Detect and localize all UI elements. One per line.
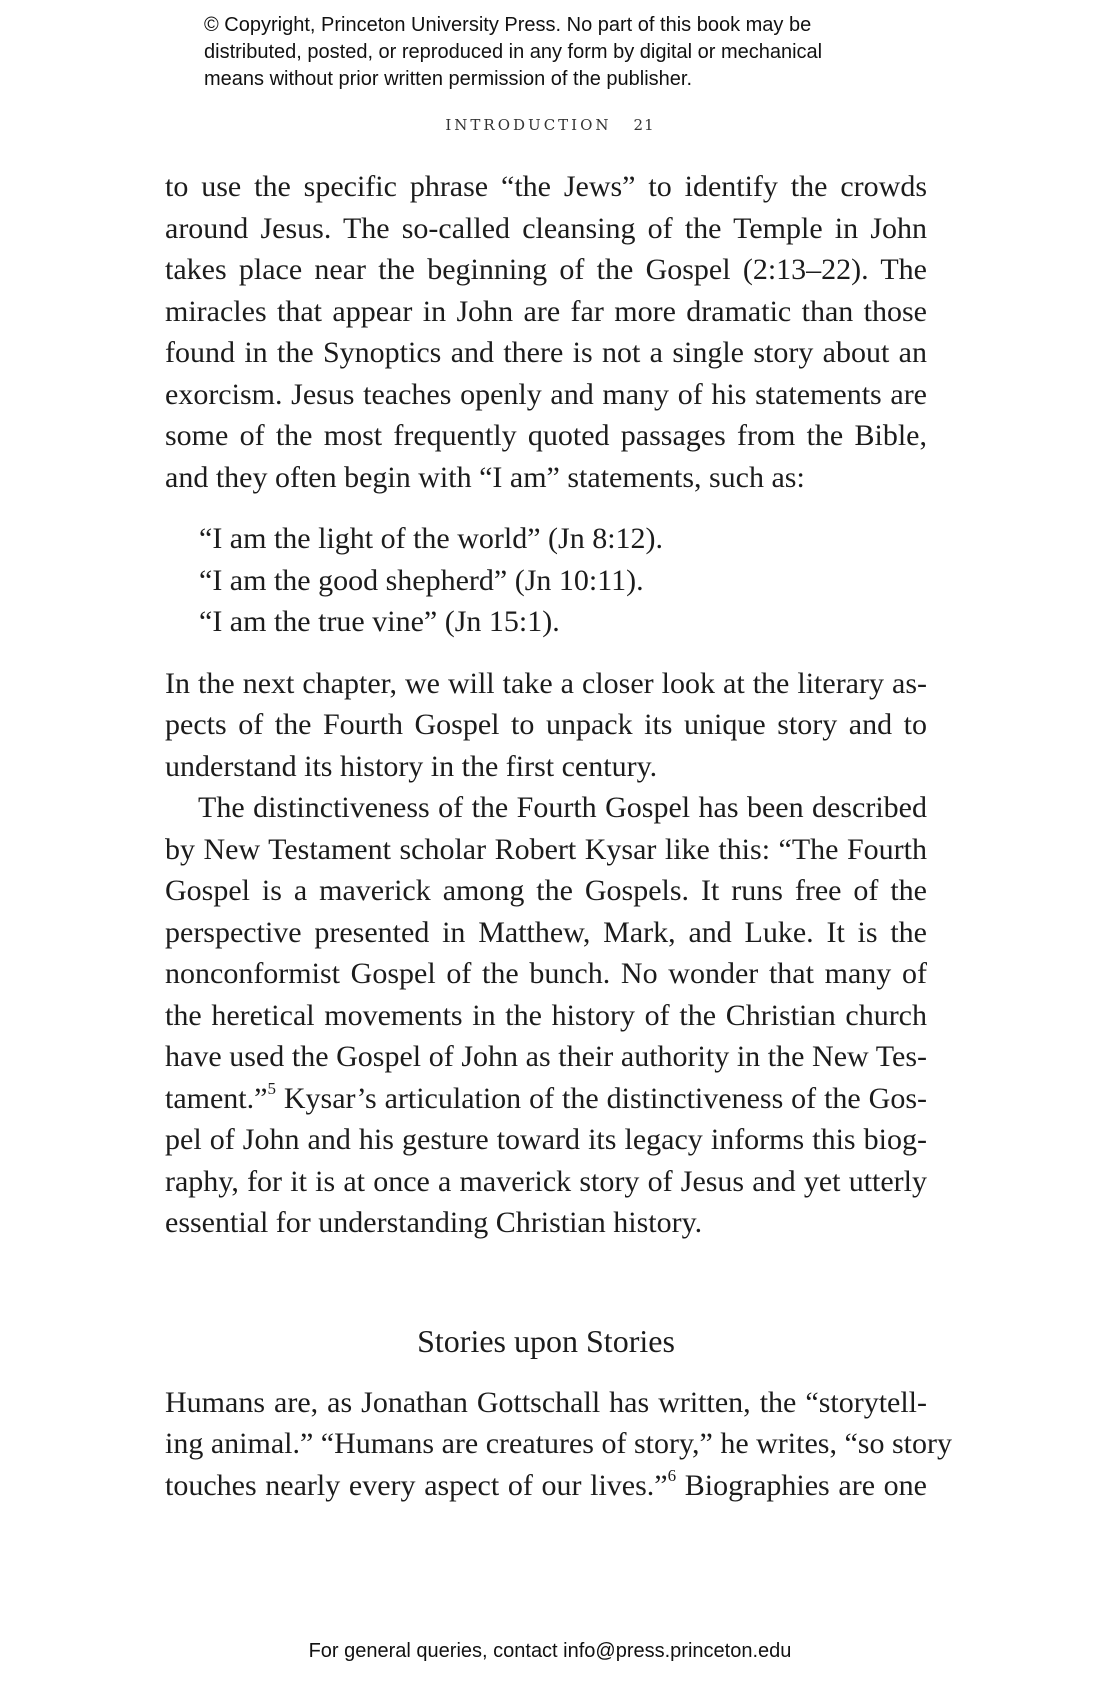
footnote-ref[interactable]: 5 [267, 1078, 276, 1098]
text-line: perspective presented in Matthew, Mark, and Luke. It is the [165, 915, 927, 949]
text-line: and they often begin with “I am” statements, such as: [165, 460, 805, 494]
text-fragment: Biographies are one [676, 1468, 927, 1502]
text-fragment: tament.” [165, 1081, 268, 1115]
footer-contact: For general queries, contact info@press.princeton.edu [308, 1640, 792, 1662]
text-line: miracles that appear in John are far more dramatic than those [165, 294, 927, 328]
text-line: some of the most frequently quoted passages from the Bible, [165, 419, 927, 452]
running-head [0, 116, 1100, 134]
text-line: ing animal.” “Humans are creatures of story,” he writes, “so story [165, 1427, 952, 1460]
text-line: to use the specific phrase “the Jews” to identify the crowds [165, 170, 927, 203]
text-line: by New Testament scholar Robert Kysar like this: “The Fourth [165, 832, 927, 866]
text-line: takes place near the beginning of the Gospel (2:13–22). The [165, 253, 927, 286]
paragraph [165, 663, 927, 788]
running-head-section: INTRODUCTION [445, 116, 612, 134]
quote-item: “I am the true vine” (Jn 15:1). [199, 605, 560, 638]
text-fragment: Kysar’s articulation of the distinctiveness of the Gos- [275, 1081, 927, 1115]
text-line: Humans are, as Jonathan Gottschall has written, the “storytell- [165, 1385, 927, 1419]
quote-item: “I am the light of the world” (Jn 8:12). [199, 522, 664, 555]
quote-list [199, 518, 927, 643]
text-line [165, 1465, 927, 1507]
copyright-line: distributed, posted, or reproduced in any form by digital or mechanical [204, 41, 823, 63]
text-line: nonconformist Gospel of the bunch. No wonder that many of [165, 957, 927, 990]
text-line: essential for understanding Christian history. [165, 1206, 703, 1239]
copyright-line: means without prior written permission of the publisher. [204, 68, 693, 90]
copyright-line: © Copyright, Princeton University Press. No part of this book may be [204, 14, 812, 36]
text-line [165, 1078, 927, 1120]
text-line: the heretical movements in the history of the Christian church [165, 998, 927, 1032]
quote-item: “I am the good shepherd” (Jn 10:11). [199, 563, 644, 597]
copyright-notice [204, 12, 904, 93]
text-line: pel of John and his gesture toward its legacy informs this biog- [165, 1123, 927, 1156]
text-fragment: touches nearly every aspect of our lives.” [165, 1468, 668, 1502]
body-text [165, 166, 952, 1506]
text-line: The distinctiveness of the Fourth Gospel has been described [198, 791, 927, 824]
text-line: exorcism. Jesus teaches openly and many of his statements are [165, 377, 927, 411]
text-line: have used the Gospel of John as their authority in the New Tes- [165, 1040, 927, 1073]
text-line: raphy, for it is at once a maverick story of Jesus and yet utterly [165, 1164, 927, 1198]
section-heading: Stories upon Stories [417, 1322, 675, 1359]
footnote-ref[interactable]: 6 [667, 1465, 677, 1485]
text-line: In the next chapter, we will take a closer look at the literary as- [165, 666, 927, 700]
page-number: 21 [633, 116, 655, 134]
text-line: Gospel is a maverick among the Gospels. It runs free of the [165, 874, 927, 907]
text-line: around Jesus. The so-called cleansing of the Temple in John [165, 211, 927, 245]
text-line: pects of the Fourth Gospel to unpack its unique story and to [165, 708, 927, 741]
text-line: understand its history in the first century. [165, 749, 658, 783]
paragraph [165, 787, 927, 1244]
text-line: found in the Synoptics and there is not a single story about an [165, 336, 927, 369]
paragraph [165, 1382, 952, 1507]
paragraph [165, 166, 927, 498]
